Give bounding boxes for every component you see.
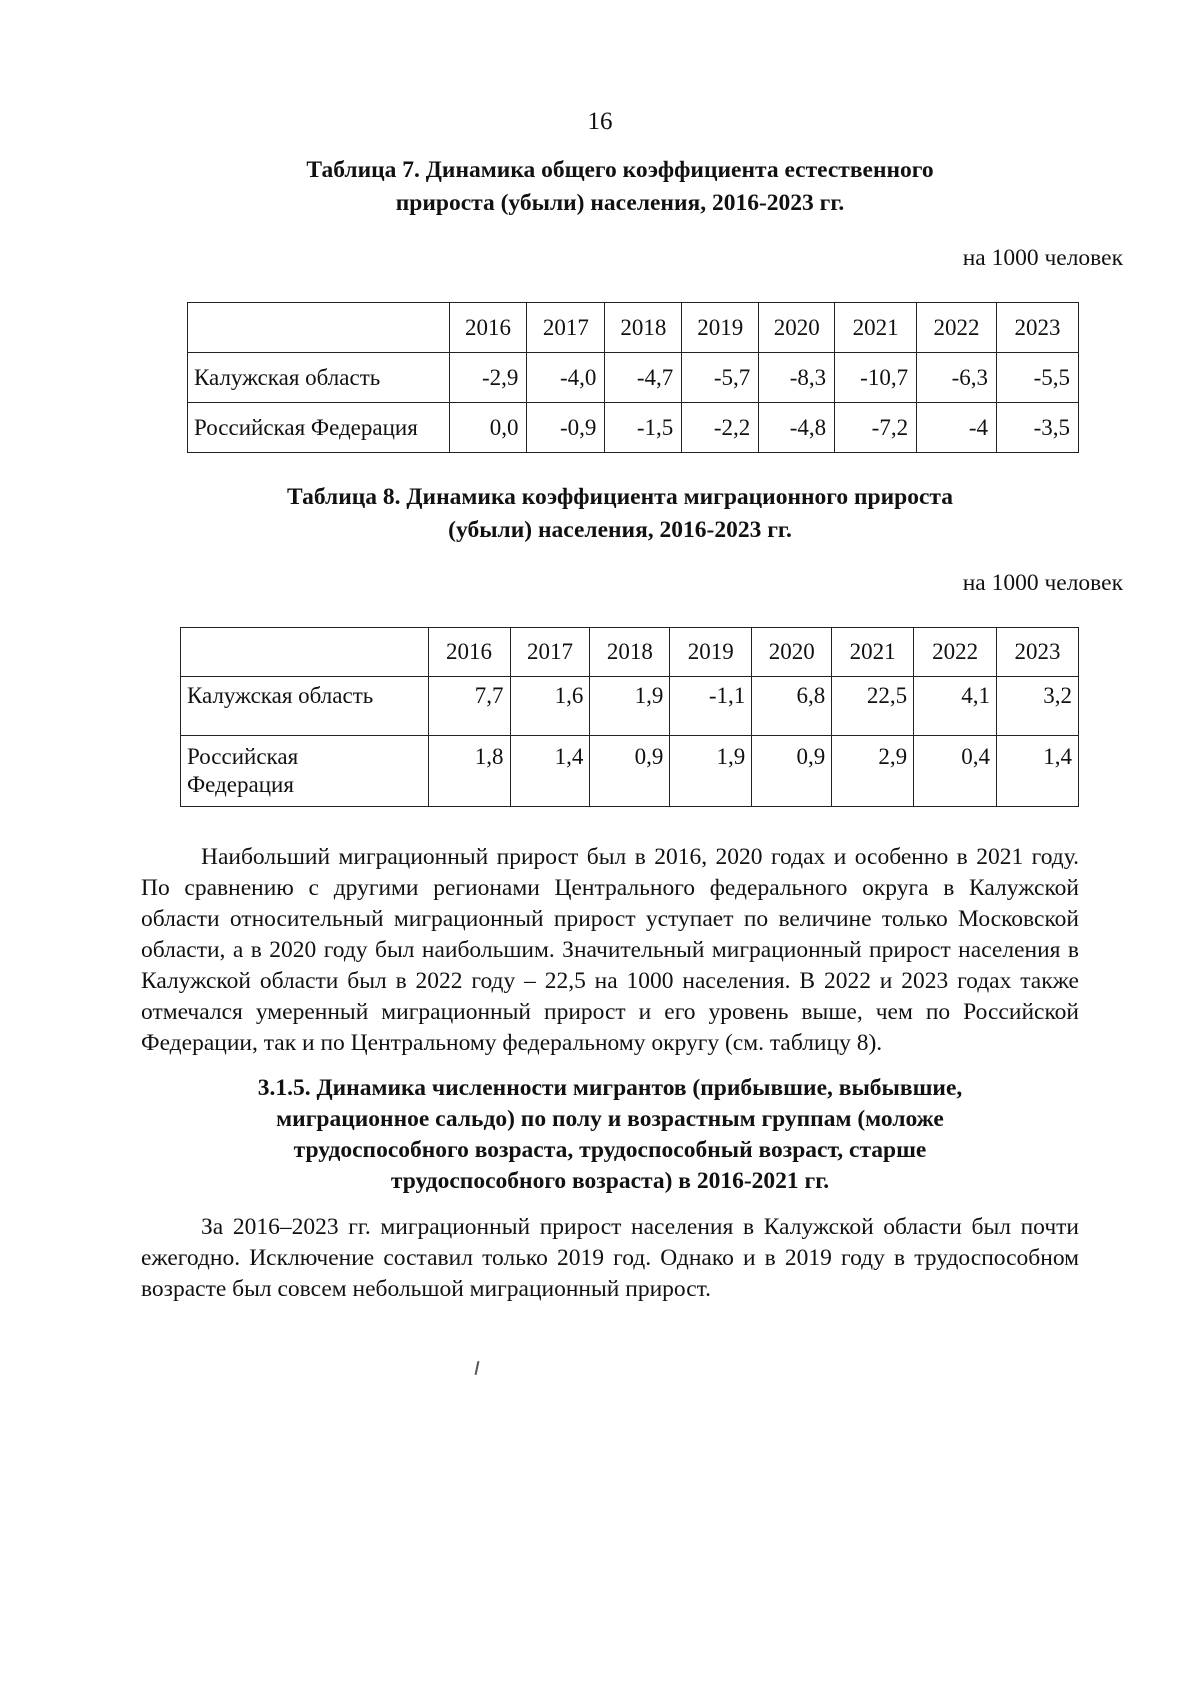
table8-year-header: 2016	[428, 628, 510, 677]
table7-header-row	[188, 303, 1079, 353]
table-row	[181, 677, 1079, 736]
table7-cell: -7,2	[835, 403, 917, 453]
table7-cell: -5,5	[997, 353, 1079, 403]
table7-corner-cell	[188, 303, 450, 353]
table8-cell: 1,6	[510, 677, 590, 736]
table7-cell: -4,8	[759, 403, 835, 453]
paragraph-migration-2016-2023: За 2016–2023 гг. миграционный прирост населения в Калужской области был почти ежегодно. Исключение составил только 2019 год. Однако и в 2019 году в трудоспособном возрасте был совсем небольшой миграционный прирост.	[141, 1214, 1079, 1302]
table8-year-header: 2021	[832, 628, 914, 677]
table7-cell: -5,7	[682, 353, 759, 403]
table7-row-label: Калужская область	[188, 353, 450, 403]
table7-units: на 1000 человек	[962, 245, 1123, 271]
table7-cell: -2,2	[682, 403, 759, 453]
table8-row-label: Калужская область	[181, 677, 429, 736]
table7-year-header: 2023	[997, 303, 1079, 353]
table7-cell: -1,5	[605, 403, 682, 453]
table7-year-header: 2022	[917, 303, 997, 353]
scan-mark	[475, 1361, 480, 1375]
table7-title-line2: прироста (убыли) населения, 2016-2023 гг.	[395, 190, 845, 216]
table7-row-label: Российская Федерация	[188, 403, 450, 453]
table7-year-header: 2018	[605, 303, 682, 353]
table7-cell: -6,3	[917, 353, 997, 403]
table7-cell: -4,7	[605, 353, 682, 403]
table8-year-header: 2018	[590, 628, 670, 677]
table8-row-label	[181, 736, 429, 807]
table8-year-header: 2022	[914, 628, 997, 677]
table8-row-label-line1: Российская	[187, 744, 299, 769]
table8-header-row	[181, 628, 1079, 677]
table8-cell: 3,2	[997, 677, 1079, 736]
table8-year-header: 2017	[510, 628, 590, 677]
table8-units: на 1000 человек	[962, 570, 1123, 596]
table8-cell: 1,4	[997, 736, 1079, 807]
table8-corner-cell	[181, 628, 429, 677]
table7-cell: -8,3	[759, 353, 835, 403]
section-heading-line1: 3.1.5. Динамика численности мигрантов (прибывшие, выбывшие,	[257, 1075, 963, 1101]
table8-cell: 0,4	[914, 736, 997, 807]
table8-cell: 6,8	[752, 677, 832, 736]
table7-cell: -10,7	[835, 353, 917, 403]
table7-year-header: 2017	[527, 303, 605, 353]
table7-year-header: 2019	[682, 303, 759, 353]
table8-row-label-line2: Федерация	[187, 772, 294, 797]
section-heading	[200, 1073, 1020, 1197]
table7-cell: -2,9	[449, 353, 527, 403]
table8-title-line2: (убыли) населения, 2016-2023 гг.	[448, 517, 792, 543]
table8-year-header: 2019	[670, 628, 752, 677]
table7-cell: -4,0	[527, 353, 605, 403]
table7-cell: -4	[917, 403, 997, 453]
table7-cell: 0,0	[449, 403, 527, 453]
paragraph-migration-summary: Наибольший миграционный прирост был в 2016, 2020 годах и особенно в 2021 году. По сравнению с другими регионами Центрального федерального округа в Калужской области относительный миграционный прирост уступает по величине только Московской области, а в 2020 году был наибольшим. Значительный миграционный прирост населения в Калужской области был в 2022 году – 22,5 на 1000 населения. В 2022 и 2023 годах также отмечался умеренный миграционный прирост и его уровень выше, чем по Российской Федерации, так и по Центральному федеральному округу (см. таблицу 8).	[141, 844, 1079, 1056]
table8-cell: 1,9	[670, 736, 752, 807]
table7-year-header: 2021	[835, 303, 917, 353]
table7-title	[240, 154, 1000, 220]
page-number: 16	[587, 108, 613, 135]
table8-year-header: 2020	[752, 628, 832, 677]
section-heading-line2: миграционное сальдо) по полу и возрастным группам (моложе	[276, 1106, 944, 1132]
table7-year-header: 2020	[759, 303, 835, 353]
table8-title	[240, 481, 1000, 547]
table8-cell: 22,5	[832, 677, 914, 736]
table8-cell: 0,9	[752, 736, 832, 807]
table8-cell: 7,7	[428, 677, 510, 736]
table8-cell: 1,9	[590, 677, 670, 736]
table7-title-line1: Таблица 7. Динамика общего коэффициента естественного	[306, 157, 934, 183]
table-row	[188, 403, 1079, 453]
table8	[180, 627, 1079, 807]
table7	[187, 302, 1079, 453]
table7-cell: -0,9	[527, 403, 605, 453]
table-row	[188, 353, 1079, 403]
section-heading-line3: трудоспособного возраста, трудоспособный возраст, старше	[293, 1137, 927, 1163]
table8-cell: 1,4	[510, 736, 590, 807]
table7-cell: -3,5	[997, 403, 1079, 453]
section-heading-line4: трудоспособного возраста) в 2016-2021 гг.	[390, 1168, 830, 1194]
table8-year-header: 2023	[997, 628, 1079, 677]
table8-cell: 2,9	[832, 736, 914, 807]
table-row	[181, 736, 1079, 807]
table7-year-header: 2016	[449, 303, 527, 353]
table8-cell: -1,1	[670, 677, 752, 736]
table8-cell: 4,1	[914, 677, 997, 736]
table8-cell: 1,8	[428, 736, 510, 807]
table8-title-line1: Таблица 8. Динамика коэффициента миграционного прироста	[287, 484, 953, 510]
table8-cell: 0,9	[590, 736, 670, 807]
